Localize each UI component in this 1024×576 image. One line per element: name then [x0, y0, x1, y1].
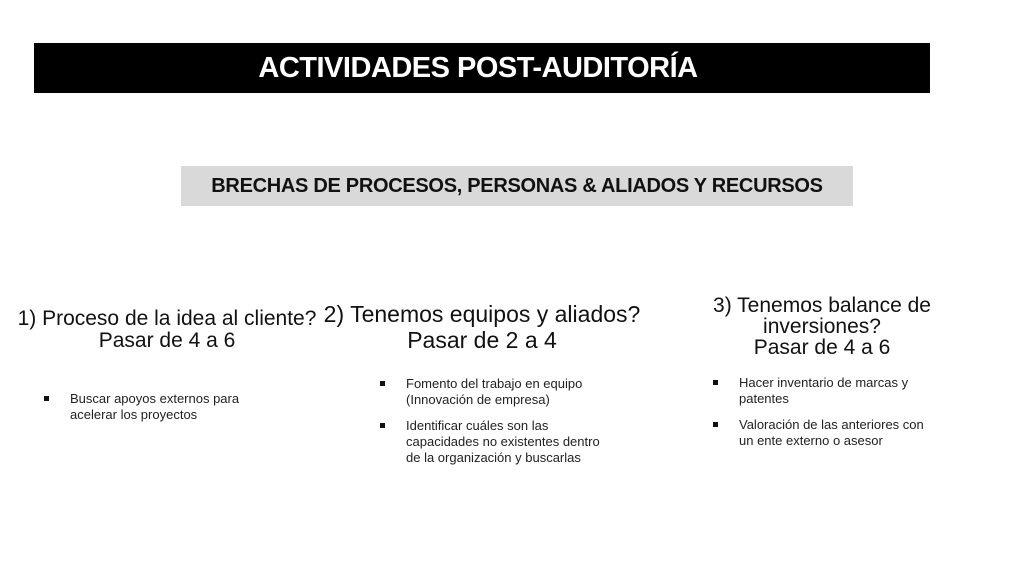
column-3-heading [692, 295, 952, 358]
column-1-heading [12, 308, 322, 352]
list-item-text: Buscar apoyos externos para acelerar los proyectos [70, 391, 240, 422]
list-item [711, 375, 936, 407]
column-2-heading-line1: 2) Tenemos equipos y aliados? [323, 301, 641, 327]
square-bullet-icon [44, 396, 49, 401]
title-bar [34, 43, 930, 93]
column-1-heading-line2: Pasar de 4 a 6 [98, 329, 236, 353]
list-item-text: Identificar cuáles son las capacidades no existentes dentro de la organización y buscarlas [406, 418, 600, 465]
column-2-heading [322, 302, 642, 354]
column-2-heading-line2: Pasar de 2 a 4 [407, 326, 557, 353]
square-bullet-icon [713, 380, 718, 385]
column-2-list [378, 376, 603, 476]
column-1-heading-line1: 1) Proceso de la idea al cliente? [17, 307, 317, 330]
list-item-text: Fomento del trabajo en equipo (Innovación de empresa) [406, 376, 583, 407]
list-item [42, 391, 272, 423]
list-item-text: Valoración de las anteriores con un ente externo o asesor [739, 417, 924, 448]
column-3-heading-line1: 3) Tenemos balance de inversiones? [713, 294, 931, 338]
column-3-heading-line2: Pasar de 4 a 6 [753, 336, 891, 359]
list-item [378, 418, 603, 466]
list-item [378, 376, 603, 408]
column-1-list [42, 391, 272, 433]
list-item [711, 417, 936, 449]
square-bullet-icon [380, 381, 385, 386]
column-3-list [711, 375, 936, 459]
subtitle-bar [181, 166, 853, 206]
square-bullet-icon [380, 423, 385, 428]
list-item-text: Hacer inventario de marcas y patentes [739, 375, 909, 406]
slide-title: ACTIVIDADES POST-AUDITORÍA [258, 51, 698, 84]
square-bullet-icon [713, 422, 718, 427]
slide-subtitle: BRECHAS DE PROCESOS, PERSONAS & ALIADOS Y RECURSOS [211, 174, 823, 197]
